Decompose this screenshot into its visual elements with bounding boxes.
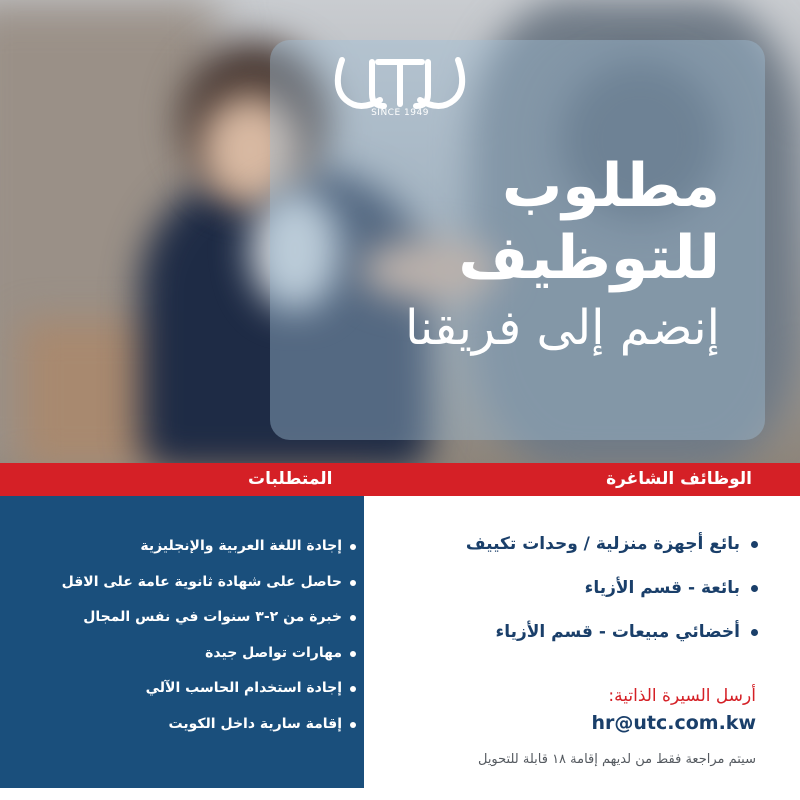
headline-hiring: للتوظيف (458, 223, 720, 293)
residency-note: سيتم مراجعة فقط من لديهم إقامة ١٨ قابلة للتحويل (477, 752, 756, 767)
headline-wanted: مطلوب (502, 151, 720, 221)
requirements-title: المتطلبات (248, 469, 333, 489)
requirement-item: إجادة استخدام الحاسب الآلي (0, 671, 364, 707)
requirement-item: مهارات تواصل جيدة (0, 636, 364, 672)
vacancy-item: أخضائي مبيعات - قسم الأزياء (384, 610, 764, 654)
requirements-list (0, 496, 364, 742)
send-cv-label: أرسل السيرة الذاتية: (608, 686, 756, 706)
since-label: SINCE 1949 (371, 108, 429, 118)
vacancy-item: بائعة - قسم الأزياء (384, 566, 764, 610)
requirement-item: خبرة من ٢-٣ سنوات في نفس المجال (0, 600, 364, 636)
vacancy-item: بائع أجهزة منزلية / وحدات تكييف (384, 522, 764, 566)
vacancies-title: الوظائف الشاغرة (606, 469, 752, 489)
headline-join-team: إنضم إلى فريقنا (405, 300, 720, 356)
email-link[interactable]: hr@utc.com.kw (591, 712, 756, 734)
requirement-item: إجادة اللغة العربية والإنجليزية (0, 529, 364, 565)
vacancies-list (384, 522, 764, 654)
requirement-item: إقامة سارية داخل الكويت (0, 707, 364, 743)
requirement-item: حاصل على شهادة ثانوية عامة على الاقل (0, 565, 364, 601)
